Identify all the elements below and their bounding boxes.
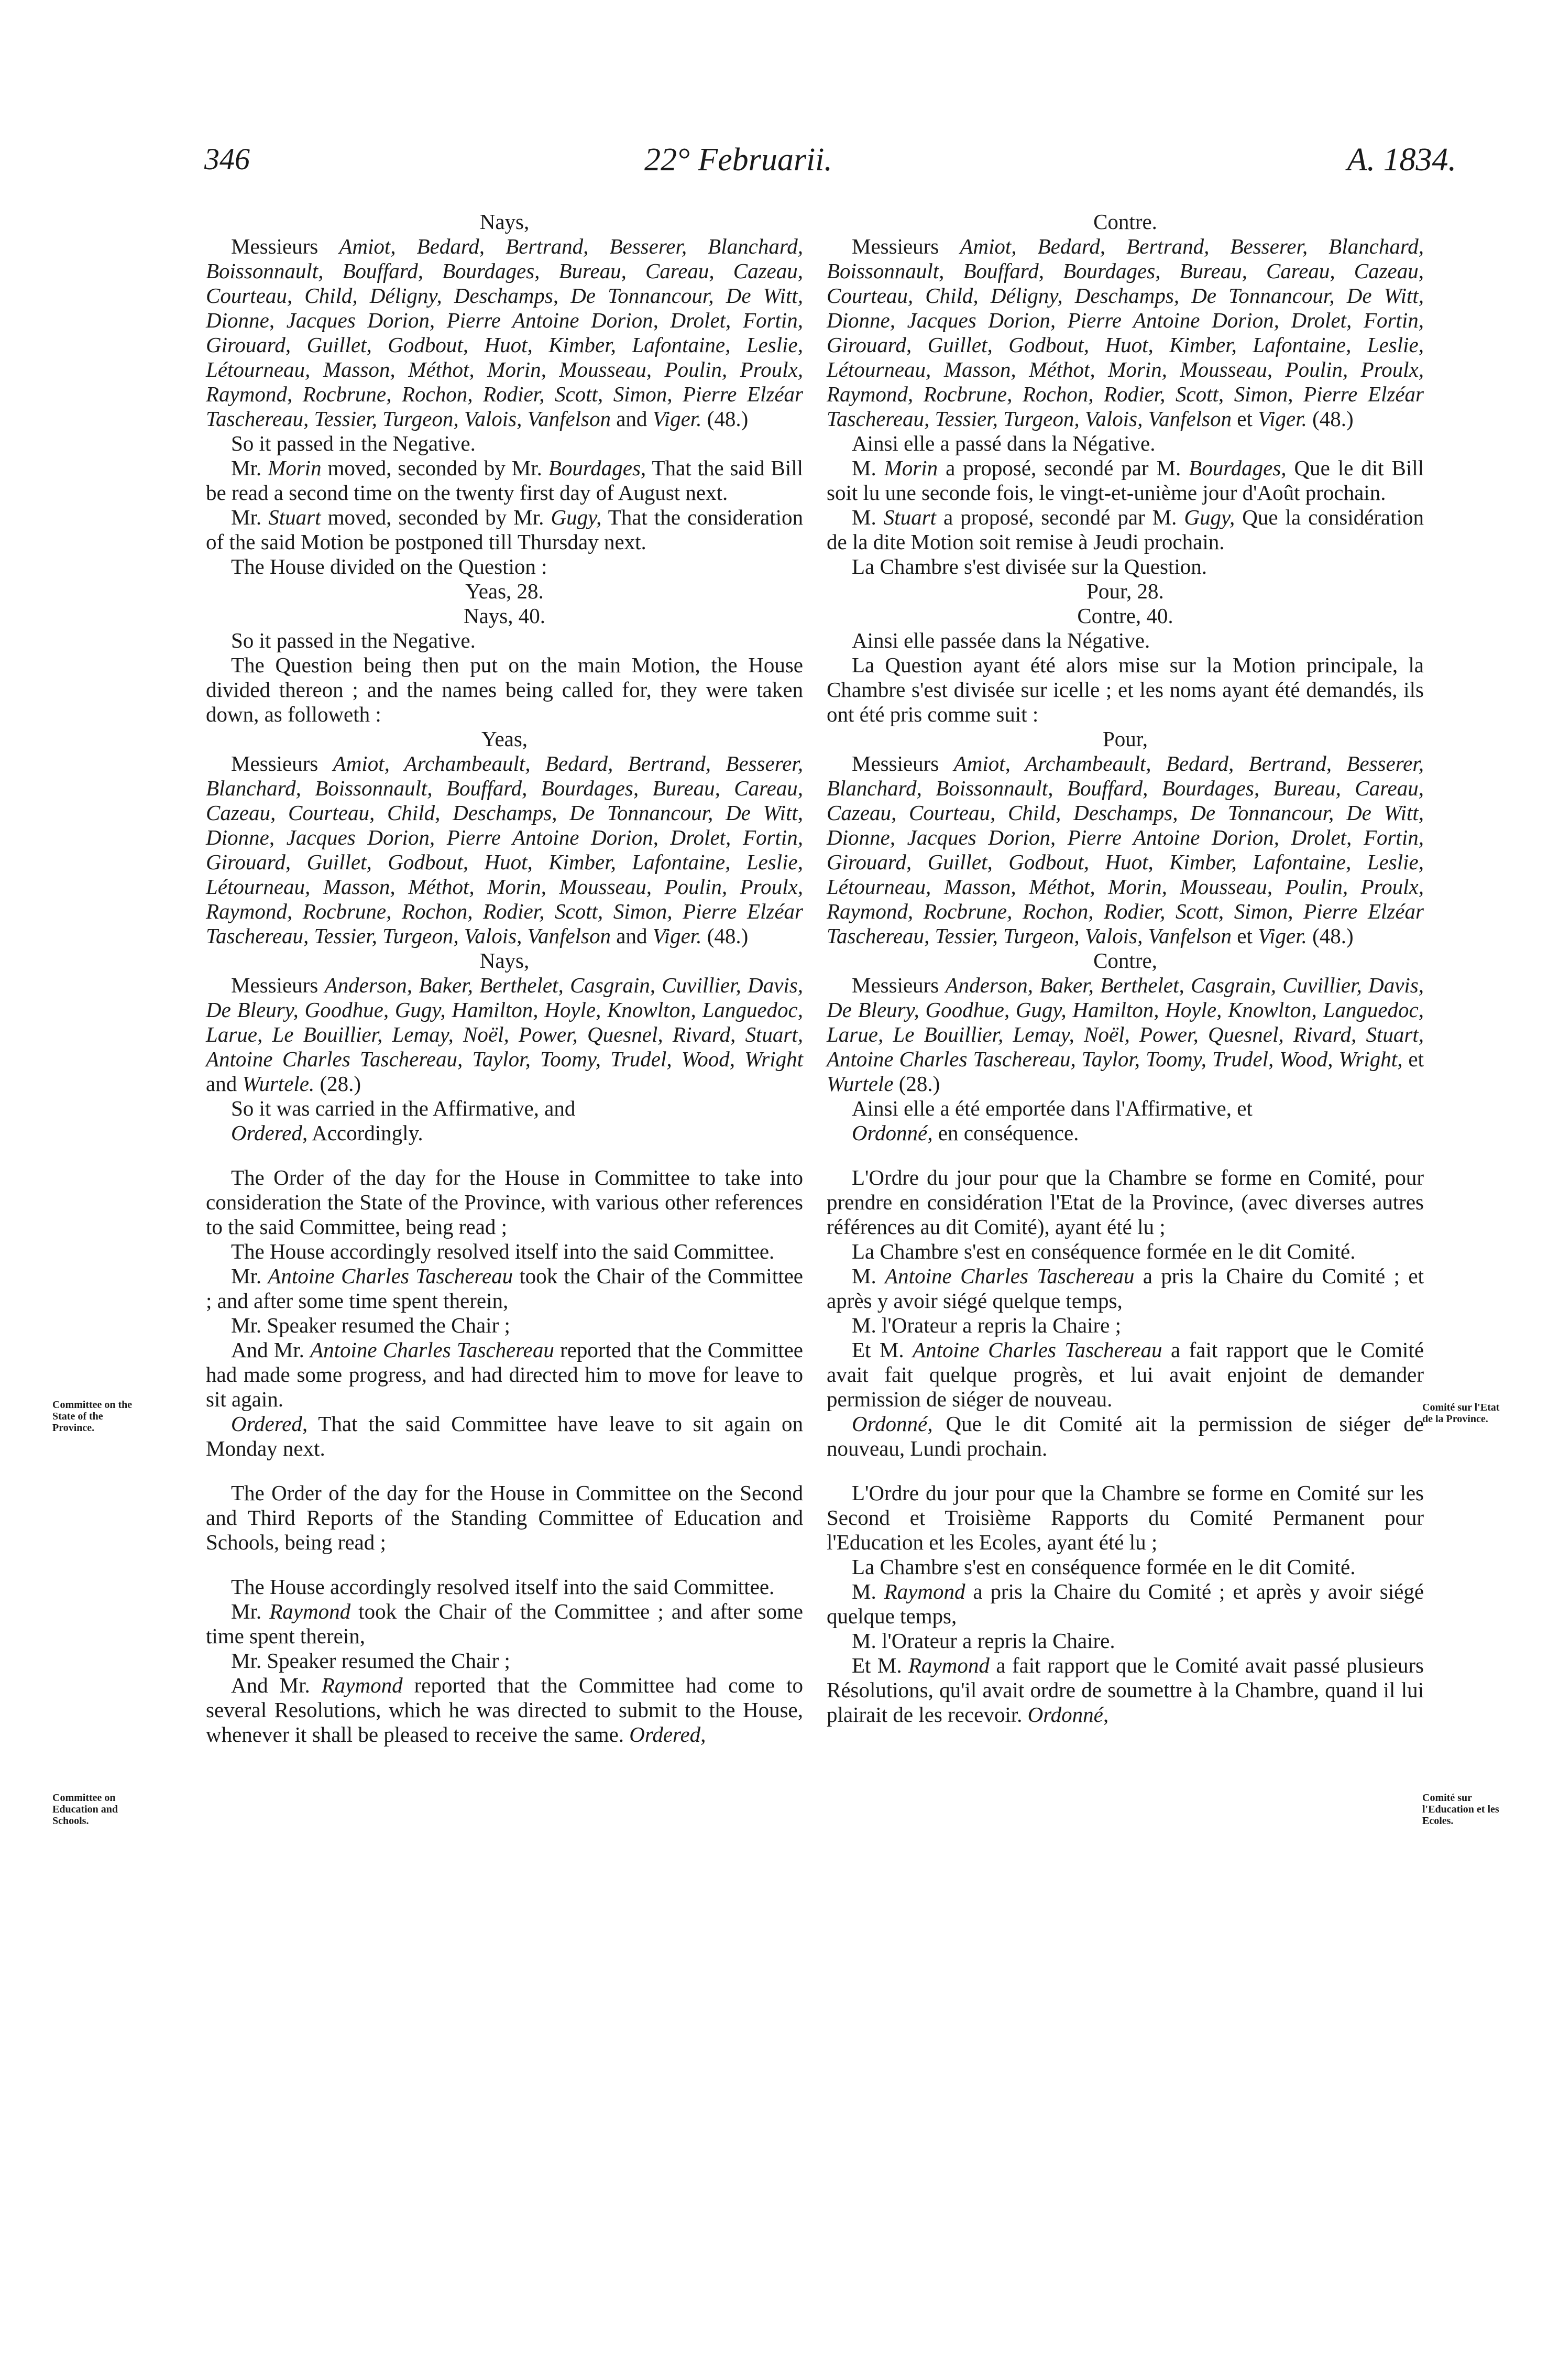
page-number: 346 [204,142,250,176]
passe-negative: Ainsi elle passée dans la Négative. [852,628,1150,652]
margin-note-state-province: Committee on the State of the Province. [52,1399,133,1434]
speaker-resumed: Mr. Speaker resumed the Chair ; [231,1313,510,1337]
emportee-affirmative: Ainsi elle a été emportée dans l'Affirmative, et [852,1096,1253,1120]
stuart-motion: M. Stuart a proposé, secondé par M. Gugy, Que la considération de la dite Motion soit remise à Jeudi prochain. [827,505,1424,554]
order-education: The Order of the day for the House in Committee on the Second and Third Reports of the Standing Committee of Education and Schools, being read ; [206,1481,803,1554]
yeas-heading: Yeas, [481,727,528,751]
raymond-chaire: M. Raymond a pris la Chaire du Comité ; et après y avoir siégé quelque temps, [827,1579,1424,1628]
orateur-repris: M. l'Orateur a repris la Chaire ; [852,1313,1122,1337]
resolved-committee: The House accordingly resolved itself into the said Committee. [231,1575,775,1599]
taschereau-rapport: Et M. Antoine Charles Taschereau a fait rapport que le Comité avait fait quelque progrès, et lui avait enjoint de demander permission de siéger de nouveau. [827,1338,1424,1411]
formee-comite: La Chambre s'est en conséquence formée en le dit Comité. [852,1239,1356,1263]
passe-negative: Ainsi elle a passé dans la Négative. [852,431,1156,455]
question-put: The Question being then put on the main Motion, the House divided thereon ; and the names being called for, they were taken down, as followeth : [206,653,803,726]
ordonne-consequence: Ordonné, en conséquence. [852,1121,1079,1145]
margin-note-education: Committee on Education and Schools. [52,1792,118,1827]
pour-heading: Pour, [1102,727,1148,751]
morin-motion: M. Morin a proposé, secondé par M. Bourdages, Que le dit Bill soit lu une seconde fois, le vingt-et-unième jour d'Août prochain. [827,456,1424,505]
french-column [827,210,1424,1727]
nays-count: Nays, 40. [463,604,545,628]
contre-names: Messieurs Anderson, Baker, Berthelet, Casgrain, Cuvillier, Davis, De Bleury, Goodhue, Gugy, Hamilton, Hoyle, Knowlton, Languedoc, Larue, Le Bouillier, Lemay, Noël, Power, Quesnel, Rivard, Stuart, Antoine Charles Taschereau, Taylor, Toomy, Trudel, Wood, Wright, et Wurtele (28.) [827,973,1424,1096]
contre-count: Contre, 40. [1077,604,1173,628]
page-year: A. 1834. [1347,142,1456,178]
carried-affirmative: So it was carried in the Affirmative, and [231,1096,576,1120]
ordre-etat-province: L'Ordre du jour pour que la Chambre se forme en Comité, pour prendre en considération l'Etat de la Province, (avec diverses autres références au dit Comité), ayant été lu ; [827,1165,1424,1239]
nays-names: Messieurs Amiot, Bedard, Bertrand, Besserer, Blanchard, Boissonnault, Bouffard, Bourdages, Bureau, Careau, Cazeau, Courteau, Child, Déligny, Deschamps, De Tonnancour, De Witt, Dionne, Jacques Dorion, Pierre Antoine Dorion, Drolet, Fortin, Girouard, Guillet, Godbout, Huot, Kimber, Lafontaine, Leslie, Létourneau, Masson, Méthot, Morin, Mousseau, Poulin, Proulx, Raymond, Rocbrune, Rochon, Rodier, Scott, Simon, Pierre Elzéar Taschereau, Tessier, Turgeon, Valois, Vanfelson and Viger. (48.) [206,234,803,431]
passed-negative: So it passed in the Negative. [231,628,476,652]
ordonne-sieger: Ordonné, Que le dit Comité ait la permission de siéger de nouveau, Lundi prochain. [827,1412,1424,1460]
page-header [204,141,1456,183]
contre-names: Messieurs Amiot, Bedard, Bertrand, Besserer, Blanchard, Boissonnault, Bouffard, Bourdages, Bureau, Careau, Cazeau, Courteau, Child, Déligny, Deschamps, De Tonnancour, De Witt, Dionne, Jacques Dorion, Pierre Antoine Dorion, Drolet, Fortin, Girouard, Guillet, Godbout, Huot, Kimber, Lafontaine, Leslie, Létourneau, Masson, Méthot, Morin, Mousseau, Poulin, Proulx, Raymond, Rocbrune, Rochon, Rodier, Scott, Simon, Pierre Elzéar Taschereau, Tessier, Turgeon, Valois, Vanfelson et Viger. (48.) [827,234,1424,431]
ordre-education: L'Ordre du jour pour que la Chambre se forme en Comité sur les Second et Troisième Rapports du Comité Permanent pour l'Education et les Ecoles, ayant été lu ; [827,1481,1424,1554]
nays-heading: Nays, [479,210,530,234]
raymond-chair: Mr. Raymond took the Chair of the Committee ; and after some time spent therein, [206,1599,804,1648]
speaker-resumed: Mr. Speaker resumed the Chair ; [231,1648,510,1673]
orateur-repris: M. l'Orateur a repris la Chaire. [852,1629,1115,1653]
english-column [206,210,803,1747]
ordered-accordingly: Ordered, Accordingly. [231,1121,423,1145]
ordered-sit-again: Ordered, That the said Committee have leave to sit again on Monday next. [206,1412,804,1460]
page-date: 22° Februarii. [644,142,832,178]
order-state-province: The Order of the day for the House in Committee to take into consideration the State of the Province, with various other references to the said Committee, being read ; [206,1165,803,1239]
question-mise: La Question ayant été alors mise sur la Motion principale, la Chambre s'est divisée sur icelle ; et les noms ayant été demandés, ils ont été pris comme suit : [827,653,1424,726]
yeas-count: Yeas, 28. [465,579,544,603]
taschereau-chaire: M. Antoine Charles Taschereau a pris la Chaire du Comité ; et après y avoir siégé quelque temps, [827,1264,1424,1313]
resolved-committee: The House accordingly resolved itself into the said Committee. [231,1239,775,1263]
nays-names: Messieurs Anderson, Baker, Berthelet, Casgrain, Cuvillier, Davis, De Bleury, Goodhue, Gugy, Hamilton, Hoyle, Knowlton, Languedoc, Larue, Le Bouillier, Lemay, Noël, Power, Quesnel, Rivard, Stuart, Antoine Charles Taschereau, Taylor, Toomy, Trudel, Wood, Wright and Wurtele. (28.) [206,973,803,1096]
nays-heading: Nays, [479,948,530,973]
morin-motion: Mr. Morin moved, seconded by Mr. Bourdages, That the said Bill be read a second time on the twenty first day of August next. [206,456,804,505]
chambre-divisee: La Chambre s'est divisée sur la Question. [852,554,1207,578]
passed-negative: So it passed in the Negative. [231,431,476,455]
taschereau-report: And Mr. Antoine Charles Taschereau reported that the Committee had made some progress, and had directed him to move for leave to sit again. [206,1338,803,1411]
pour-count: Pour, 28. [1086,579,1164,603]
contre-heading: Contre. [1093,210,1157,234]
taschereau-chair: Mr. Antoine Charles Taschereau took the Chair of the Committee ; and after some time spent therein, [206,1264,803,1313]
raymond-report: And Mr. Raymond reported that the Committee had come to several Resolutions, which he was directed to submit to the House, whenever it shall be pleased to receive the same. Ordered, [206,1673,804,1746]
stuart-motion: Mr. Stuart moved, seconded by Mr. Gugy, That the consideration of the said Motion be postponed till Thursday next. [206,505,803,554]
pour-names: Messieurs Amiot, Archambeault, Bedard, Bertrand, Besserer, Blanchard, Boissonnault, Bouffard, Bourdages, Bureau, Careau, Cazeau, Courteau, Child, Deschamps, De Tonnancour, De Witt, Dionne, Jacques Dorion, Pierre Antoine Dorion, Drolet, Fortin, Girouard, Guillet, Godbout, Huot, Kimber, Lafontaine, Leslie, Létourneau, Masson, Méthot, Morin, Mousseau, Poulin, Proulx, Raymond, Rocbrune, Rochon, Rodier, Scott, Simon, Pierre Elzéar Taschereau, Tessier, Turgeon, Valois, Vanfelson et Viger. (48.) [827,751,1424,948]
margin-note-etat-province: Comité sur l'Etat de la Province. [1422,1402,1500,1425]
yeas-names: Messieurs Amiot, Archambeault, Bedard, Bertrand, Besserer, Blanchard, Boissonnault, Bouffard, Bourdages, Bureau, Careau, Cazeau, Courteau, Child, Deschamps, De Tonnancour, De Witt, Dionne, Jacques Dorion, Pierre Antoine Dorion, Drolet, Fortin, Girouard, Guillet, Godbout, Huot, Kimber, Lafontaine, Leslie, Létourneau, Masson, Méthot, Morin, Mousseau, Poulin, Proulx, Raymond, Rocbrune, Rochon, Rodier, Scott, Simon, Pierre Elzéar Taschereau, Tessier, Turgeon, Valois, Vanfelson and Viger. (48.) [206,751,804,948]
margin-note-education-fr: Comité sur l'Education et les Ecoles. [1422,1792,1499,1827]
formee-comite: La Chambre s'est en conséquence formée en le dit Comité. [852,1555,1356,1579]
raymond-rapport: Et M. Raymond a fait rapport que le Comité avait passé plusieurs Résolutions, qu'il avait ordre de soumettre à la Chambre, quand il lui plairait de les recevoir. Ordonné, [827,1653,1424,1727]
contre-heading: Contre, [1093,948,1157,973]
house-divided: The House divided on the Question : [231,554,547,578]
